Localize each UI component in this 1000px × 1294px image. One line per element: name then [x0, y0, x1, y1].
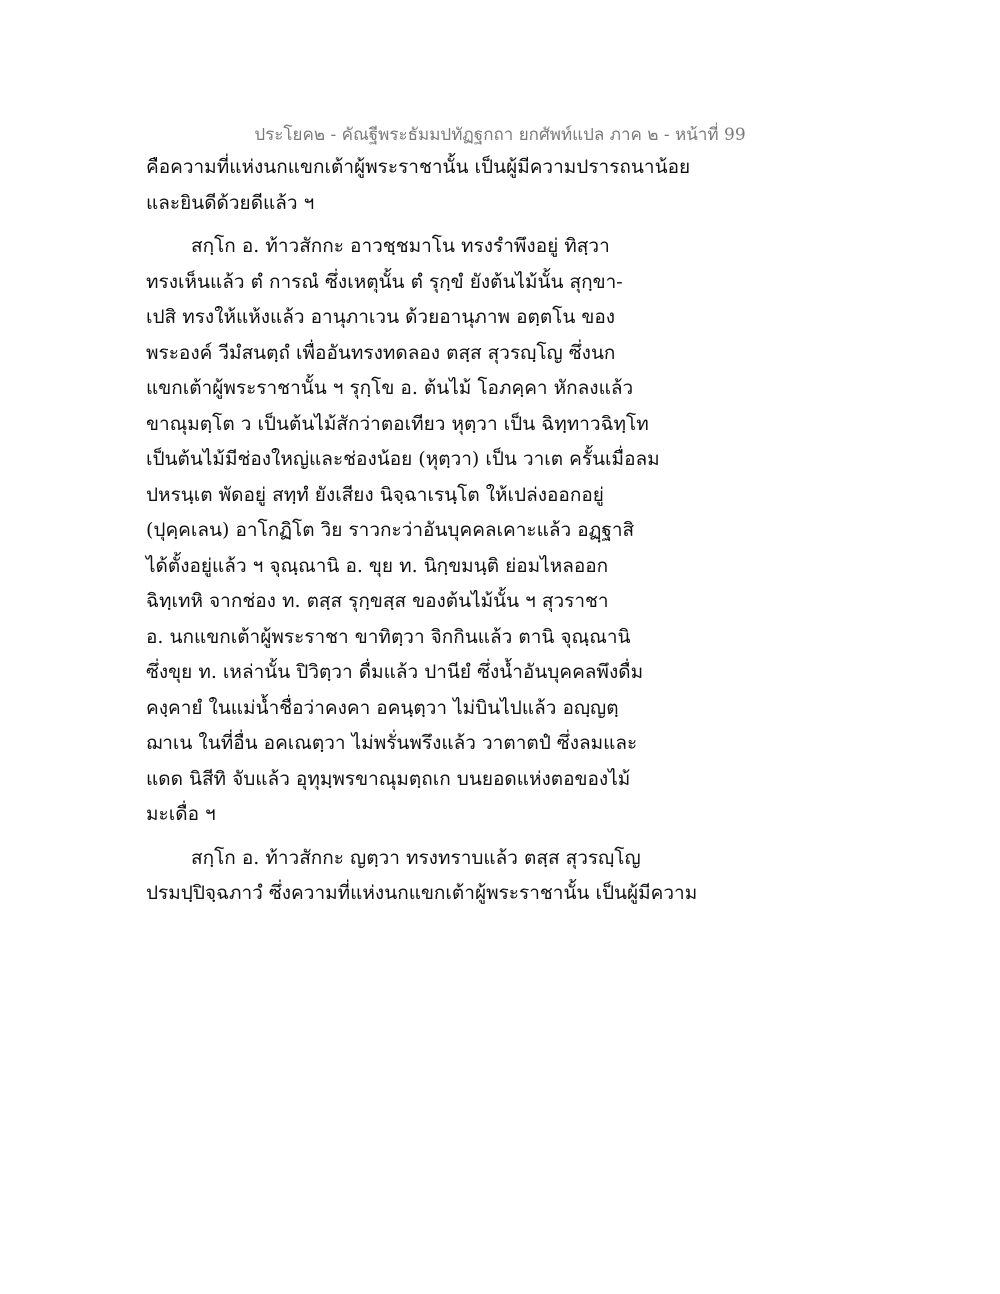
body-text — [146, 150, 886, 912]
text-line: พระองค์ วีมํสนตฺถํ เพื่ออันทรงทดลอง ตสฺส สุวรญฺโญ ซึ่งนก — [146, 341, 616, 364]
paragraph-3 — [146, 841, 886, 912]
text-line: ปหรนฺเต พัดอยู่ สทฺทํ ยังเสียง นิจฺฉาเรนฺโต ให้เปล่งออกอยู่ — [146, 483, 604, 506]
text-line: เปสิ ทรงให้แห้งแล้ว อานุภาเวน ด้วยอานุภาพ อตฺตโน ของ — [146, 306, 616, 328]
text-line: คือความที่แห่งนกแขกเต้าผู้พระราชานั้น เป็นผู้มีความปรารถนาน้อย — [146, 156, 691, 178]
text-line: สกฺโก อ. ท้าวสักกะ ญตฺวา ทรงทราบแล้ว ตสฺส สุวรญฺโญ — [191, 846, 641, 869]
text-line: มะเดื่อ ฯ — [146, 803, 216, 825]
paragraph-1 — [146, 150, 886, 221]
text-line: ฌาเน ในที่อื่น อคเณตฺวา ไม่พรั่นพรึงแล้ว วาตาตปํ ซึ่งลมและ — [146, 732, 638, 754]
text-line: ปรมปฺปิจฺฉภาวํ ซึ่งความที่แห่งนกแขกเต้าผู้พระราชานั้น เป็นผู้มีความ — [146, 882, 698, 904]
text-line: สกฺโก อ. ท้าวสักกะ อาวชฺชมาโน ทรงรำพึงอยู่ ทิสฺวา — [191, 235, 610, 257]
text-line: แดด นิสีทิ จับแล้ว อุทุมฺพรขาณุมตฺถเก บนยอดแห่งตอของไม้ — [146, 767, 631, 790]
page-header: ประโยค๒ - คัณฐีพระธัมมปทัฏฐกถา ยกศัพท์แปล ภาค ๒ - หน้าที่ 99 — [254, 125, 746, 145]
text-line: คงฺคายํ ในแม่น้ำชื่อว่าคงคา อคนฺตฺวา ไม่บินไปแล้ว อญฺญตฺ — [146, 696, 619, 719]
text-line: ฉิทฺเทหิ จากช่อง ท. ตสฺส รุกฺขสฺส ของต้นไม้นั้น ฯ สุวราชา — [146, 590, 609, 612]
text-line: (ปุคฺคเลน) อาโกฏิโต วิย ราวกะว่าอันบุคคลเคาะแล้ว อฏฺฐาสิ — [146, 519, 635, 541]
text-line: ซึ่งขุย ท. เหล่านั้น ปิวิตฺวา ดื่มแล้ว ปานียํ ซึ่งน้ำอันบุคคลพึงดื่ม — [146, 661, 644, 683]
text-line: อ. นกแขกเต้าผู้พระราชา ขาทิตฺวา จิกกินแล้ว ตานิ จุณฺณานิ — [146, 625, 631, 648]
text-line: ขาณุมตฺโต ว เป็นต้นไม้สักว่าตอเทียว หุตฺวา เป็น ฉิทฺทาวฉิทฺโท — [146, 412, 649, 435]
paragraph-2 — [146, 229, 886, 833]
text-line: ได้ตั้งอยู่แล้ว ฯ จุณฺณานิ อ. ขุย ท. นิกฺขมนฺติ ย่อมไหลออก — [146, 554, 609, 577]
text-line: เป็นต้นไม้มีช่องใหญ่และช่องน้อย (หุตฺวา) เป็น วาเต ครั้นเมื่อลม — [146, 448, 660, 470]
text-line: แขกเต้าผู้พระราชานั้น ฯ รุกฺโข อ. ต้นไม้ โอภคฺคา หักลงแล้ว — [146, 377, 634, 399]
text-line: และยินดีด้วยดีแล้ว ฯ — [146, 191, 315, 214]
text-line: ทรงเห็นแล้ว ตํ การณํ ซึ่งเหตุนั้น ตํ รุกฺขํ ยังต้นไม้นั้น สุกฺขา- — [146, 270, 623, 293]
